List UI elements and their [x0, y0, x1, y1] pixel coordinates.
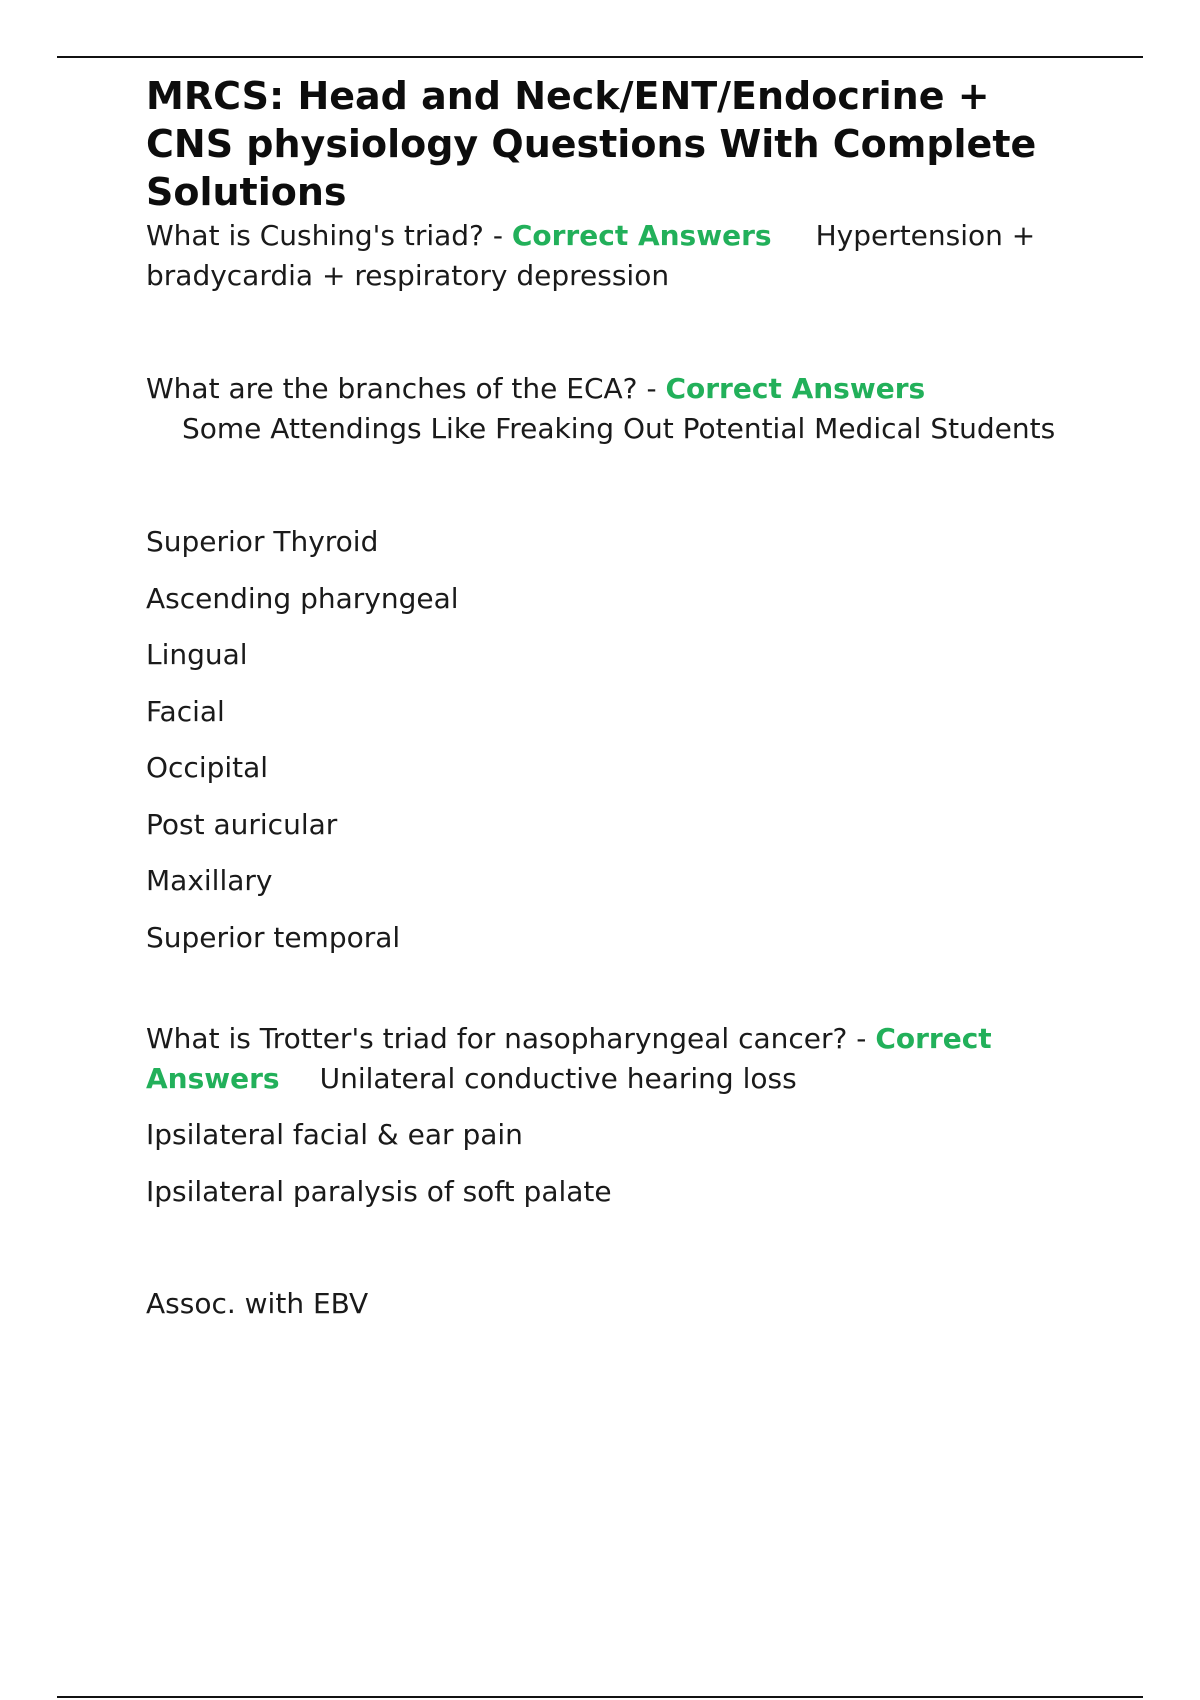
correct-answers-label: Correct Answers	[511, 219, 772, 252]
answer-line: Ipsilateral facial & ear pain	[146, 1118, 523, 1151]
answer-text: Hypertension + bradycardia + respiratory depression	[146, 219, 1036, 292]
document-body	[146, 72, 1086, 1324]
question-cushings-triad	[146, 216, 1086, 296]
bottom-rule	[57, 1696, 1143, 1698]
document-title: MRCS: Head and Neck/ENT/Endocrine + CNS physiology Questions With Complete Solutions	[146, 74, 1037, 214]
list-item: Maxillary	[146, 864, 273, 897]
question-trotters-triad	[146, 1019, 1086, 1099]
list-item: Ascending pharyngeal	[146, 581, 459, 615]
answer-text: Unilateral conductive hearing loss	[319, 1062, 797, 1095]
list-item: Post auricular	[146, 807, 338, 841]
correct-answers-label-part2: Answers	[146, 1062, 280, 1095]
question-text: What is Cushing's triad?	[146, 219, 484, 252]
correct-answers-label-part1: Correct	[875, 1022, 992, 1055]
correct-answers-label: Correct Answers	[665, 372, 926, 405]
answer-prefix: -	[847, 1022, 876, 1055]
answer-prefix: -	[637, 372, 666, 405]
eca-branch-list	[146, 522, 1086, 974]
list-item: Lingual	[146, 638, 248, 671]
answer-note: Assoc. with EBV	[146, 1287, 369, 1320]
question-text: What are the branches of the ECA?	[146, 372, 638, 405]
top-rule	[57, 56, 1143, 58]
list-item: Facial	[146, 694, 225, 728]
answer-line: Ipsilateral paralysis of soft palate	[146, 1174, 612, 1208]
list-item: Superior temporal	[146, 920, 401, 954]
question-text: What is Trotter's triad for nasopharyngeal cancer?	[146, 1022, 848, 1055]
answer-text: Some Attendings Like Freaking Out Potential Medical Students	[182, 412, 1056, 445]
list-item: Superior Thyroid	[146, 525, 379, 558]
list-item: Occipital	[146, 751, 269, 784]
answer-prefix: -	[483, 219, 512, 252]
question-eca-branches	[146, 369, 1086, 449]
